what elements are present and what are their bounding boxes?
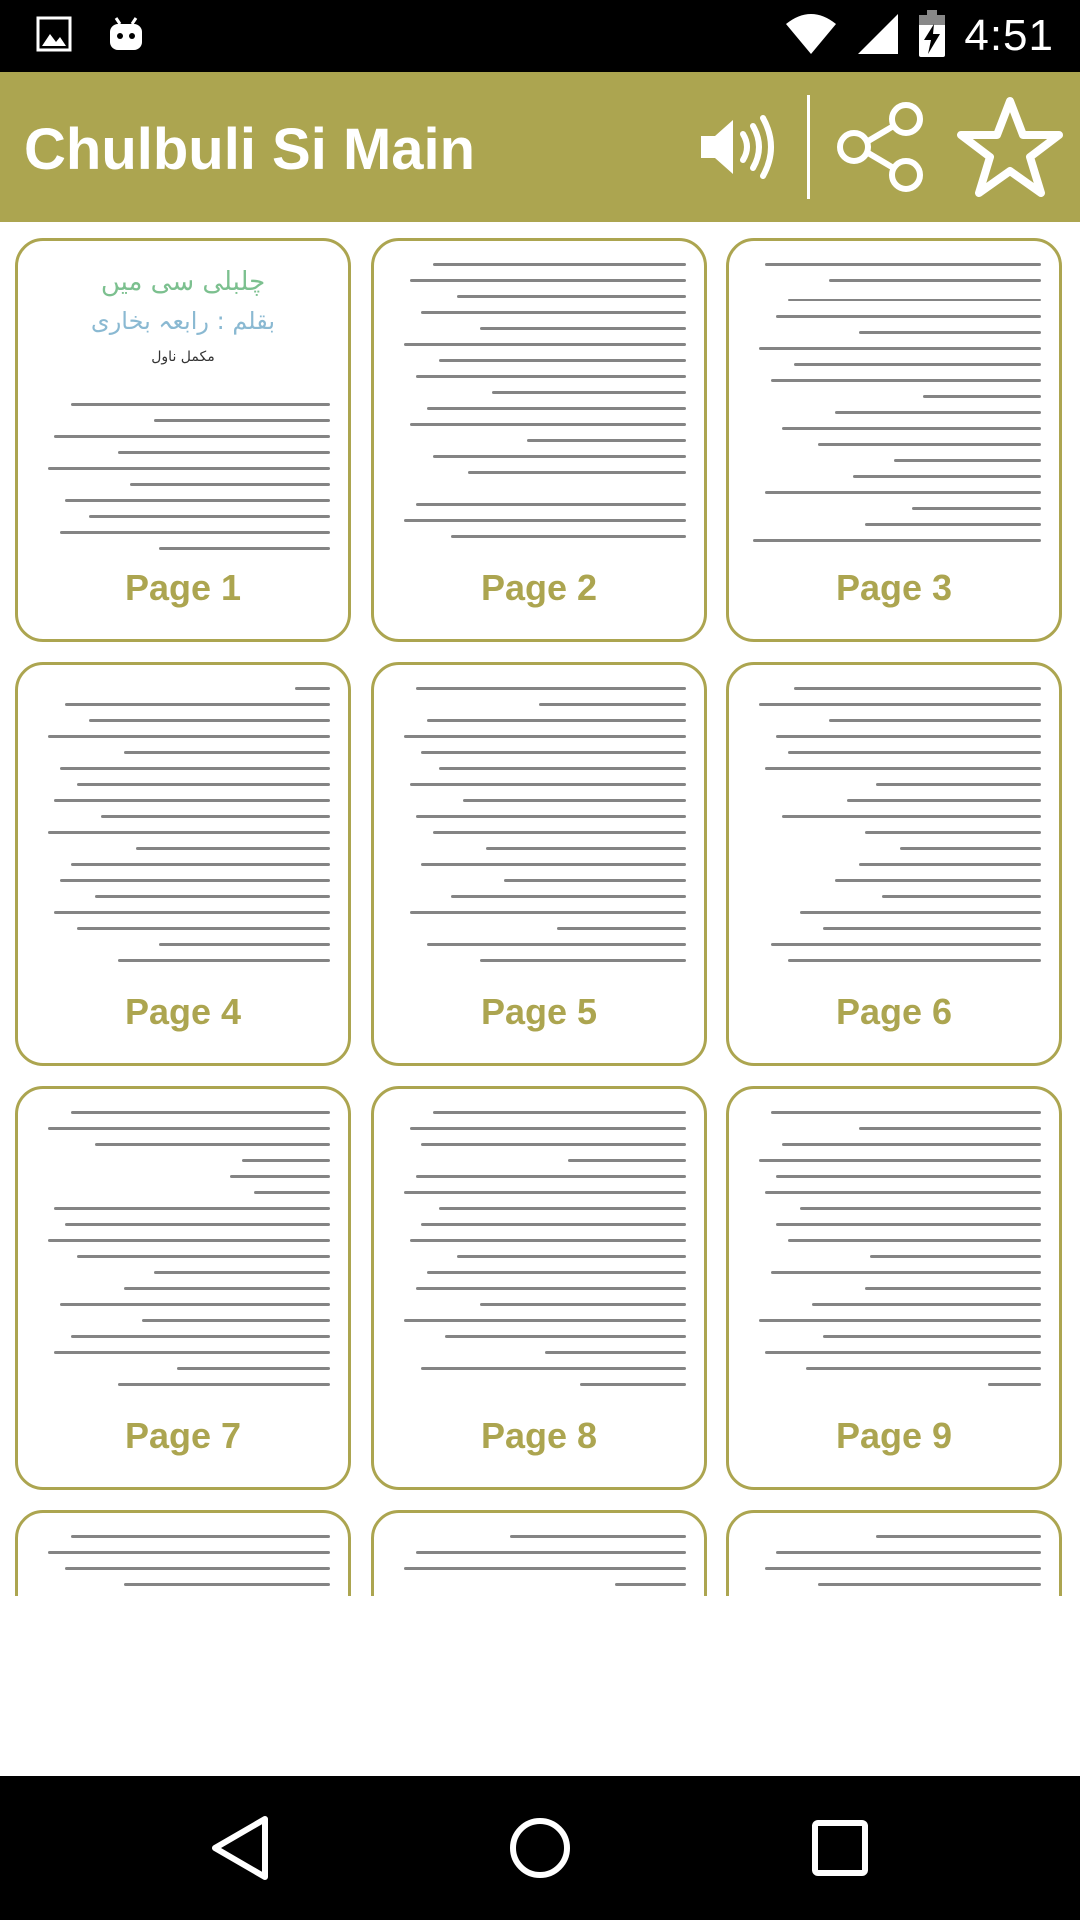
signal-icon (856, 12, 900, 61)
page-card-11[interactable] (371, 1510, 707, 1596)
volume-icon (697, 112, 777, 182)
page-grid (0, 222, 1080, 1596)
page-thumbnail-3 (747, 253, 1041, 553)
home-icon (505, 1813, 575, 1883)
app-bar-divider (807, 95, 810, 199)
page-label: Page 2 (480, 567, 598, 608)
cover-subtitle: مکمل ناول (151, 349, 215, 365)
page-label: Page 5 (480, 991, 598, 1032)
page-card-9[interactable] (726, 1086, 1062, 1490)
share-icon (832, 99, 928, 195)
page-thumbnail-7 (36, 1101, 330, 1401)
page-card-6[interactable] (726, 662, 1062, 1066)
page-thumbnail-12 (747, 1525, 1041, 1596)
wifi-icon (784, 12, 838, 61)
favorite-button[interactable] (940, 72, 1080, 222)
page-thumbnail-1 (36, 253, 330, 553)
page-label: Page 3 (835, 567, 953, 608)
navigation-bar (0, 1776, 1080, 1920)
share-button[interactable] (820, 72, 940, 222)
cover-author: بقلم : رابعہ بخاری (90, 307, 276, 335)
volume-button[interactable] (677, 72, 797, 222)
page-card-10[interactable] (15, 1510, 351, 1596)
page-label: Page 9 (835, 1415, 953, 1456)
page-label: Page 6 (835, 991, 953, 1032)
page-card-5[interactable] (371, 662, 707, 1066)
page-label: Page 8 (480, 1415, 598, 1456)
page-thumbnail-11 (392, 1525, 686, 1596)
recents-button[interactable] (760, 1776, 920, 1920)
app-title: Chulbuli Si Main (24, 117, 476, 182)
page-card-7[interactable] (15, 1086, 351, 1490)
page-card-3[interactable] (726, 238, 1062, 642)
page-thumbnail-4 (36, 677, 330, 977)
app-bar (0, 72, 1080, 222)
page-label: Page 1 (124, 567, 242, 608)
page-label: Page 4 (124, 991, 242, 1032)
page-thumbnail-5 (392, 677, 686, 977)
page-thumbnail-2 (392, 253, 686, 553)
recents-icon (805, 1813, 875, 1883)
page-label: Page 7 (124, 1415, 242, 1456)
home-button[interactable] (460, 1776, 620, 1920)
page-thumbnail-6 (747, 677, 1041, 977)
image-icon (36, 16, 72, 57)
status-bar (0, 0, 1080, 72)
status-time: 4:51 (964, 11, 1054, 60)
page-thumbnail-10 (36, 1525, 330, 1596)
page-thumbnail-8 (392, 1101, 686, 1401)
page-card-4[interactable] (15, 662, 351, 1066)
page-thumbnail-9 (747, 1101, 1041, 1401)
page-card-2[interactable] (371, 238, 707, 642)
star-icon (955, 95, 1065, 199)
android-icon (106, 14, 146, 59)
back-icon (205, 1813, 275, 1883)
page-card-12[interactable] (726, 1510, 1062, 1596)
back-button[interactable] (160, 1776, 320, 1920)
page-card-8[interactable] (371, 1086, 707, 1490)
cover-title: چلبلی سی میں (100, 267, 266, 297)
battery-charging-icon (918, 10, 946, 63)
page-card-1[interactable] (15, 238, 351, 642)
